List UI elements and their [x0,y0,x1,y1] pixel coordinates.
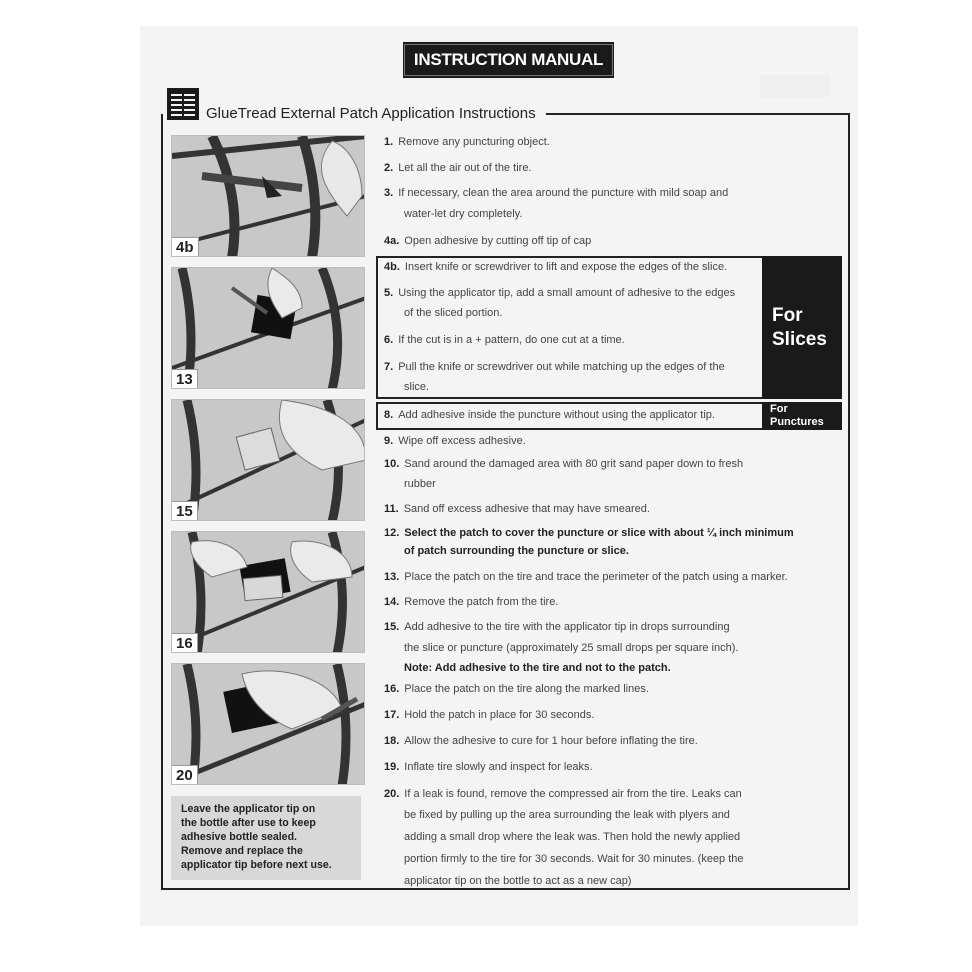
step-number: 10. [384,458,400,470]
step-text: Inflate tire slowly and inspect for leaks. [404,761,593,773]
step-5 [384,286,735,300]
step-20-cont: adding a small drop where the leak was. Then hold the newly applied [404,831,741,843]
for-punctures-tab [762,402,842,430]
step-5-cont: of the sliced portion. [404,307,503,319]
slices-tab-line: Slices [772,329,827,350]
step-6 [384,333,625,347]
note-line: adhesive bottle sealed. [181,831,297,843]
step-text: Allow the adhesive to cure for 1 hour before inflating the tire. [404,735,698,747]
step-10 [384,457,743,471]
step-number: 4b. [384,261,400,273]
step-number: 1. [384,136,394,148]
step-number: 15. [384,621,400,633]
step-text: Remove any puncturing object. [398,136,550,148]
step-14 [384,595,558,609]
step-text: Let all the air out of the tire. [398,162,532,174]
tire-tread-illustration [172,532,365,653]
step-20-cont: be fixed by pulling up the area surrounding the leak with plyers and [404,809,730,821]
panel-number: 16 [172,633,198,652]
step-17 [384,708,594,722]
punctures-tab-line: For [770,403,788,415]
step-text: Add adhesive inside the puncture without using the applicator tip. [398,409,715,421]
panel-number: 13 [172,369,198,388]
step-20-cont: portion firmly to the tire for 30 seconds. Wait for 30 minutes. (keep the [404,853,744,865]
step-18 [384,734,698,748]
panel-number: 4b [172,237,199,256]
step-number: 3. [384,187,394,199]
step-text: Place the patch on the tire and trace the perimeter of the patch using a marker. [404,571,788,583]
step-number: 7. [384,361,394,373]
step-text: Pull the knife or screwdriver out while matching up the edges of the [398,361,725,373]
manual-title-box [403,42,614,78]
applicator-tip-note [171,796,361,880]
step-number: 16. [384,683,400,695]
step-2 [384,161,532,175]
step-number: 12. [384,527,400,539]
step-10-cont: rubber [404,478,436,490]
step-4b [384,260,727,274]
step-number: 9. [384,435,394,447]
section-heading: GlueTread External Patch Application Instructions [206,105,536,122]
panel-number: 20 [172,765,198,784]
step-text: Add adhesive to the tire with the applicator tip in drops surrounding [404,621,730,633]
gluetread-logo-icon [167,88,199,120]
step-12-cont: of patch surrounding the puncture or slice. [404,545,629,557]
step-number: 14. [384,596,400,608]
step-number: 13. [384,571,400,583]
manual-title: INSTRUCTION MANUAL [404,44,613,76]
note-line: Remove and replace the [181,845,303,857]
step-20 [384,787,742,801]
step-12 [384,526,794,540]
step-3-cont: water-let dry completely. [404,208,523,220]
step-9 [384,434,526,448]
step-13 [384,570,788,584]
ghost-mark [760,75,830,97]
step-number: 5. [384,287,394,299]
illustration-panel-13 [171,267,365,389]
step-1 [384,135,550,149]
step-text: Select the patch to cover the puncture or slice with about ¼ inch minimum [404,527,794,539]
step-number: 8. [384,409,394,421]
step-3 [384,186,728,200]
step-15-cont: the slice or puncture (approximately 25 small drops per square inch). [404,642,739,654]
step-number: 11. [384,503,399,515]
step-number: 2. [384,162,394,174]
step-4a [384,234,591,248]
step-text: If the cut is in a + pattern, do one cut at a time. [398,334,625,346]
punctures-tab-line: Punctures [770,416,824,428]
step-8 [384,408,715,422]
illustration-panel-16 [171,531,365,653]
illustration-panel-15 [171,399,365,521]
step-text: Wipe off excess adhesive. [398,435,526,447]
step-text: Open adhesive by cutting off tip of cap [404,235,592,247]
step-text: If necessary, clean the area around the puncture with mild soap and [398,187,729,199]
illustration-panel-20 [171,663,365,785]
step-text: Sand off excess adhesive that may have smeared. [403,503,650,515]
note-line: the bottle after use to keep [181,817,316,829]
step-number: 19. [384,761,400,773]
for-slices-tab [762,256,842,399]
step-text: If a leak is found, remove the compressed air from the tire. Leaks can [404,788,742,800]
step-text: Using the applicator tip, add a small amount of adhesive to the edges [398,287,736,299]
step-11 [384,502,650,516]
note-line: applicator tip before next use. [181,859,332,871]
step-number: 17. [384,709,400,721]
note-line: Leave the applicator tip on [181,803,316,815]
frame-bottom-border [161,888,850,890]
frame-right-border [848,113,850,890]
step-number: 4a. [384,235,400,247]
step-number: 6. [384,334,394,346]
step-15-note: Note: Add adhesive to the tire and not to the patch. [404,662,671,674]
step-16 [384,682,649,696]
illustration-panel-4b [171,135,365,257]
frame-left-border [161,114,163,890]
step-7-cont: slice. [404,381,430,393]
tire-tread-illustration [172,136,365,257]
step-text: Hold the patch in place for 30 seconds. [404,709,595,721]
heading-rule [546,113,849,115]
slices-tab-line: For [772,305,803,326]
tire-tread-illustration [172,664,365,785]
step-19 [384,760,593,774]
step-20-cont: applicator tip on the bottle to act as a new cap) [404,875,632,887]
step-text: Place the patch on the tire along the marked lines. [404,683,649,695]
panel-number: 15 [172,501,198,520]
step-text: Remove the patch from the tire. [404,596,559,608]
tire-tread-illustration [172,268,365,389]
step-15 [384,620,730,634]
step-number: 18. [384,735,400,747]
step-7 [384,360,725,374]
step-number: 20. [384,788,400,800]
step-text: Sand around the damaged area with 80 grit sand paper down to fresh [404,458,744,470]
tire-tread-illustration [172,400,365,521]
step-text: Insert knife or screwdriver to lift and expose the edges of the slice. [404,261,728,273]
